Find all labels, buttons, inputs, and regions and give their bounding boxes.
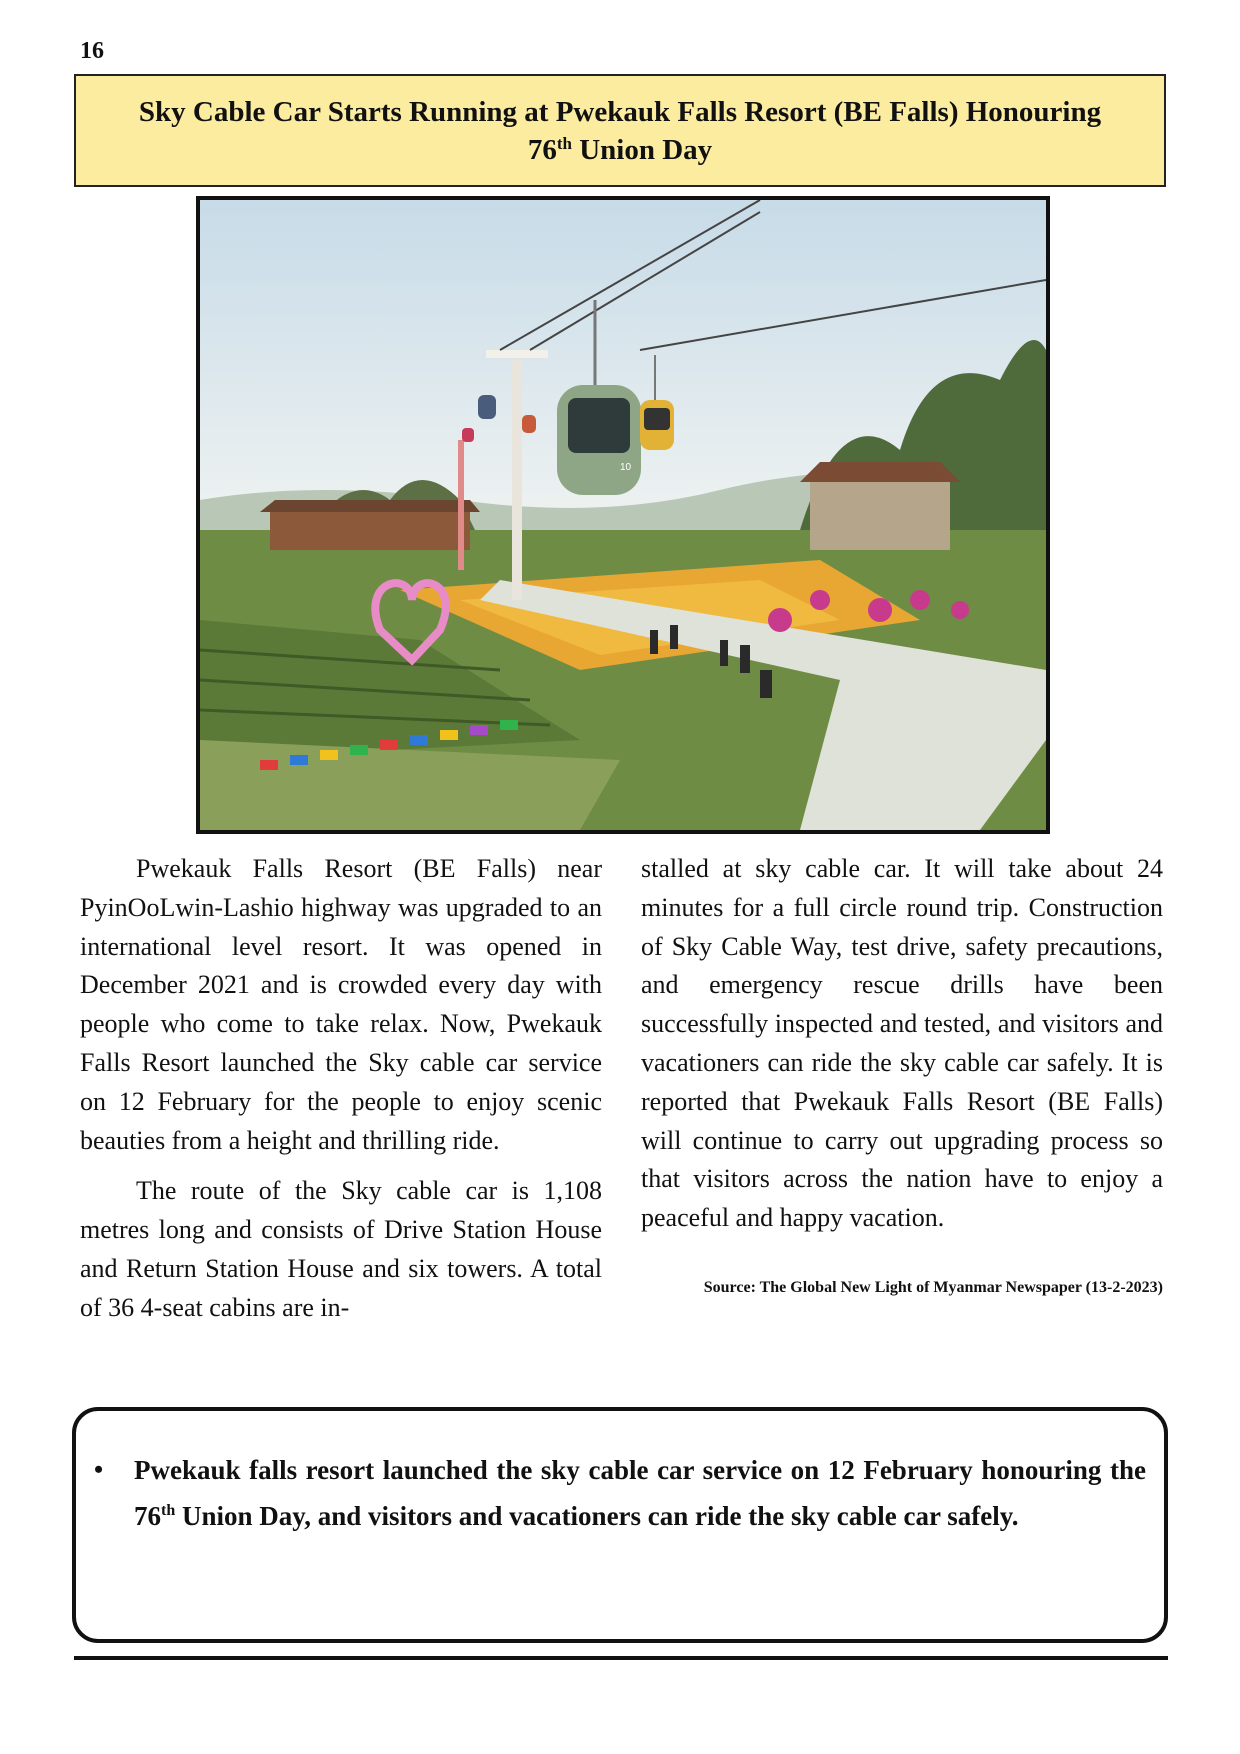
- article-title: [74, 74, 1166, 187]
- title-number: 76: [527, 133, 557, 166]
- bullet-icon: •: [94, 1455, 104, 1484]
- title-line-1: Sky Cable Car Starts Running at Pwekauk Falls Resort (BE Falls) Honouring: [138, 95, 1102, 128]
- article-paragraph: Pwekauk Falls Resort (BE Falls) near PyinOoLwin-Lashio highway was upgraded to an international level resort. It was opened in December 2021 and is crowded every day with people who come to take relax. Now, Pwekauk Falls Resort launched the Sky cable car service on 12 February for the people to enjoy scenic beauties from a height and thrilling ride.: [80, 854, 602, 1155]
- summary-text-part: Union Day, and visitors and vacationers can ride the sky cable car safely.: [175, 1501, 1019, 1531]
- summary-text: [134, 1447, 1146, 1539]
- summary-superscript: th: [161, 1502, 176, 1519]
- article-paragraph: The route of the Sky cable car is 1,108 metres long and consists of Drive Station House and Return Station House and six towers. A total of 36 4-seat cabins are in-: [80, 1176, 602, 1322]
- summary-box: [72, 1407, 1168, 1643]
- summary-text-part: Pwekauk falls resort launched the sky cable car service on 12 February honouring the 76: [134, 1455, 1146, 1531]
- title-superscript: th: [556, 133, 572, 153]
- page-number: 16: [80, 38, 104, 64]
- article-right-column: [641, 850, 1163, 1298]
- bottom-divider: [74, 1656, 1168, 1660]
- article-left-column: [80, 850, 602, 1340]
- article-paragraph: stalled at sky cable car. It will take about 24 minutes for a full circle round trip. Construction of Sky Cable Way, test drive, safety precautions, and emergency rescue drills have been successfully inspected and tested, and visitors and vacationers can ride the sky cable car safely. It is reported that Pwekauk Falls Resort (BE Falls) will continue to carry out upgrading process so that visitors across the nation have to enjoy a peaceful and happy vacation.: [641, 854, 1163, 1233]
- cabin-number: 10: [620, 462, 632, 473]
- summary-item: [94, 1447, 1146, 1539]
- cable-car-resort-photo-icon: [200, 200, 1046, 830]
- title-rest: Union Day: [571, 133, 713, 166]
- cable-car-photo: [196, 196, 1050, 834]
- article-source: Source: The Global New Light of Myanmar Newspaper (13-2-2023): [703, 1278, 1163, 1296]
- title-line-2: [528, 131, 712, 169]
